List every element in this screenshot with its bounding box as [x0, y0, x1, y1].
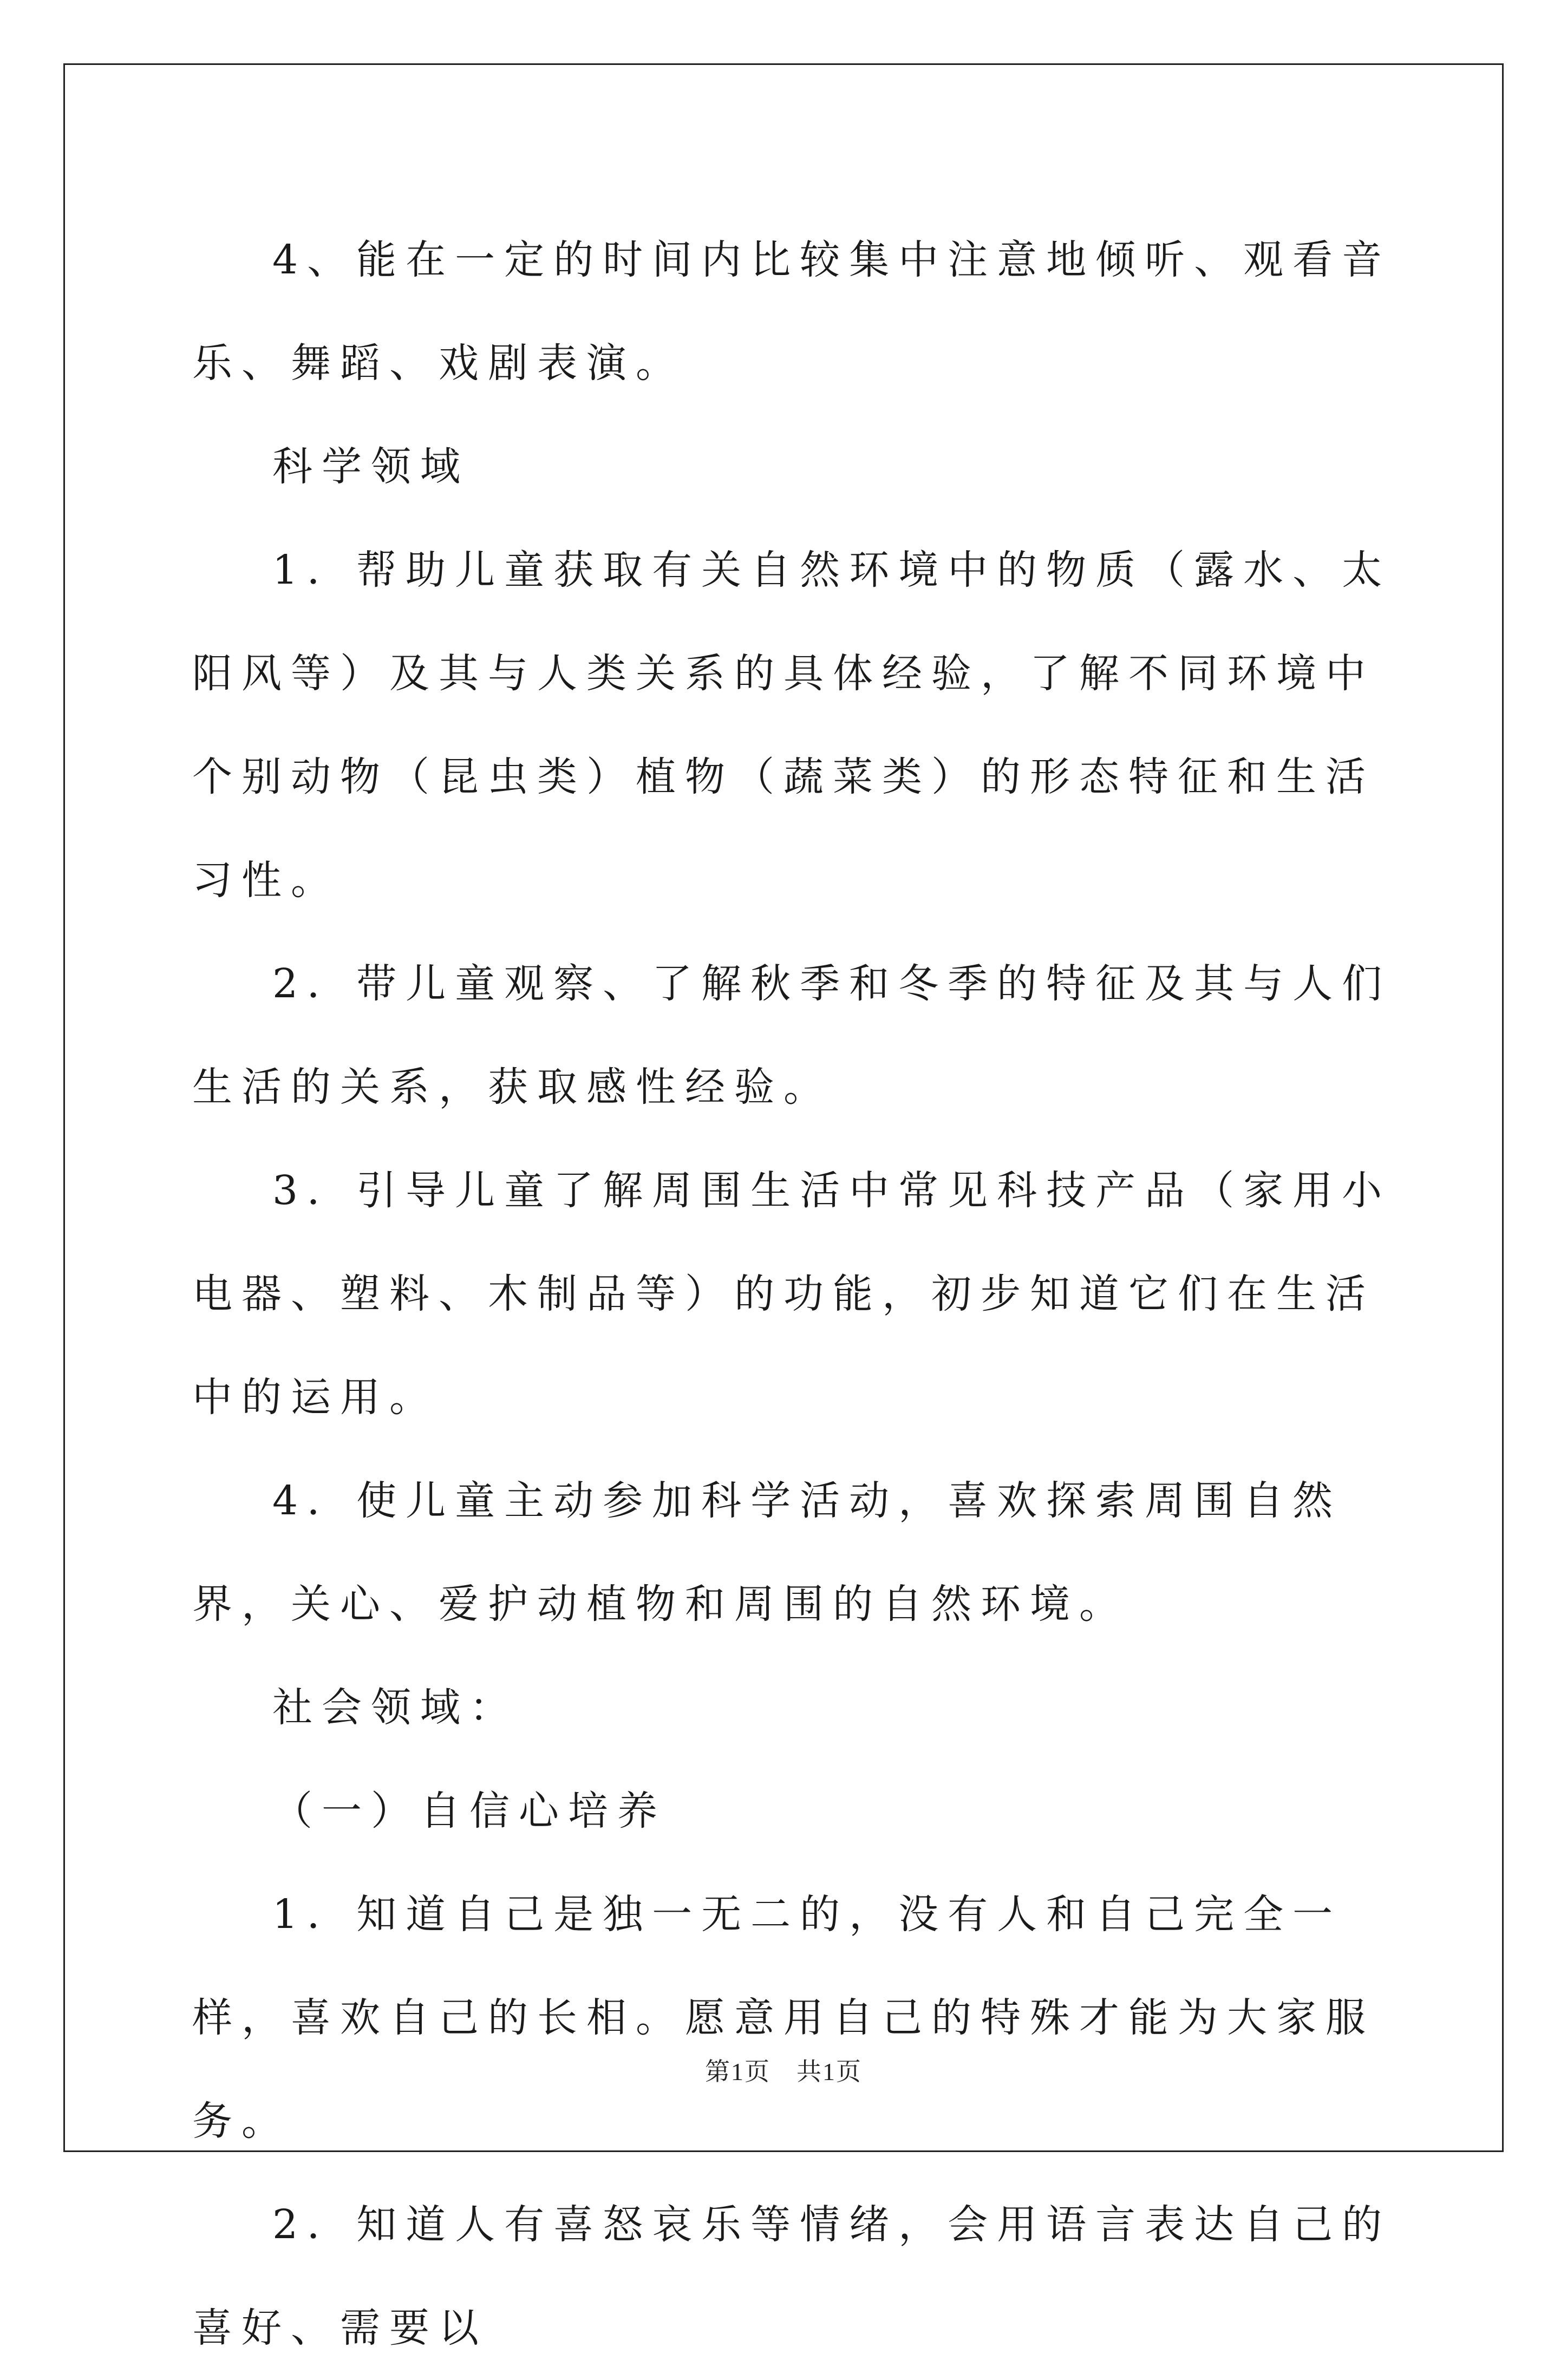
page-footer	[0, 2052, 1567, 2088]
paragraph-10: 2．知道人有喜怒哀乐等情绪，会用语言表达自己的喜好、需要以	[192, 2201, 1392, 2351]
section-heading-science: 科学领域	[272, 443, 469, 490]
page-total: 共1页	[796, 2058, 862, 2085]
paragraph-1: 4、能在一定的时间内比较集中注意地倾听、观看音乐、舞蹈、戏剧表演。	[192, 237, 1392, 387]
paragraph-6: 4．使儿童主动参加科学活动，喜欢探索周围自然界，关心、爱护动植物和周围的自然环境。	[192, 1477, 1342, 1627]
section-heading-social: 社会领域：	[272, 1684, 519, 1731]
paragraph-4: 2．带儿童观察、了解秋季和冬季的特征及其与人们生活的关系，获取感性经验。	[192, 960, 1392, 1110]
paragraph-3: 1．帮助儿童获取有关自然环境中的物质（露水、太阳风等）及其与人类关系的具体经验，了解不同环境中个别动物（昆虫类）植物（蔬菜类）的形态特征和生活习性。	[192, 547, 1392, 904]
paragraph-5: 3．引导儿童了解周围生活中常见科技产品（家用小电器、塑料、木制品等）的功能，初步知道它们在生活中的运用。	[192, 1167, 1392, 1421]
paragraph-9: 1．知道自己是独一无二的，没有人和自己完全一样，喜欢自己的长相。愿意用自己的特殊才能为大家服务。	[192, 1891, 1375, 2144]
subsection-heading-confidence: （一）自信心培养	[272, 1788, 667, 1834]
page-number: 第1页	[705, 2058, 771, 2085]
